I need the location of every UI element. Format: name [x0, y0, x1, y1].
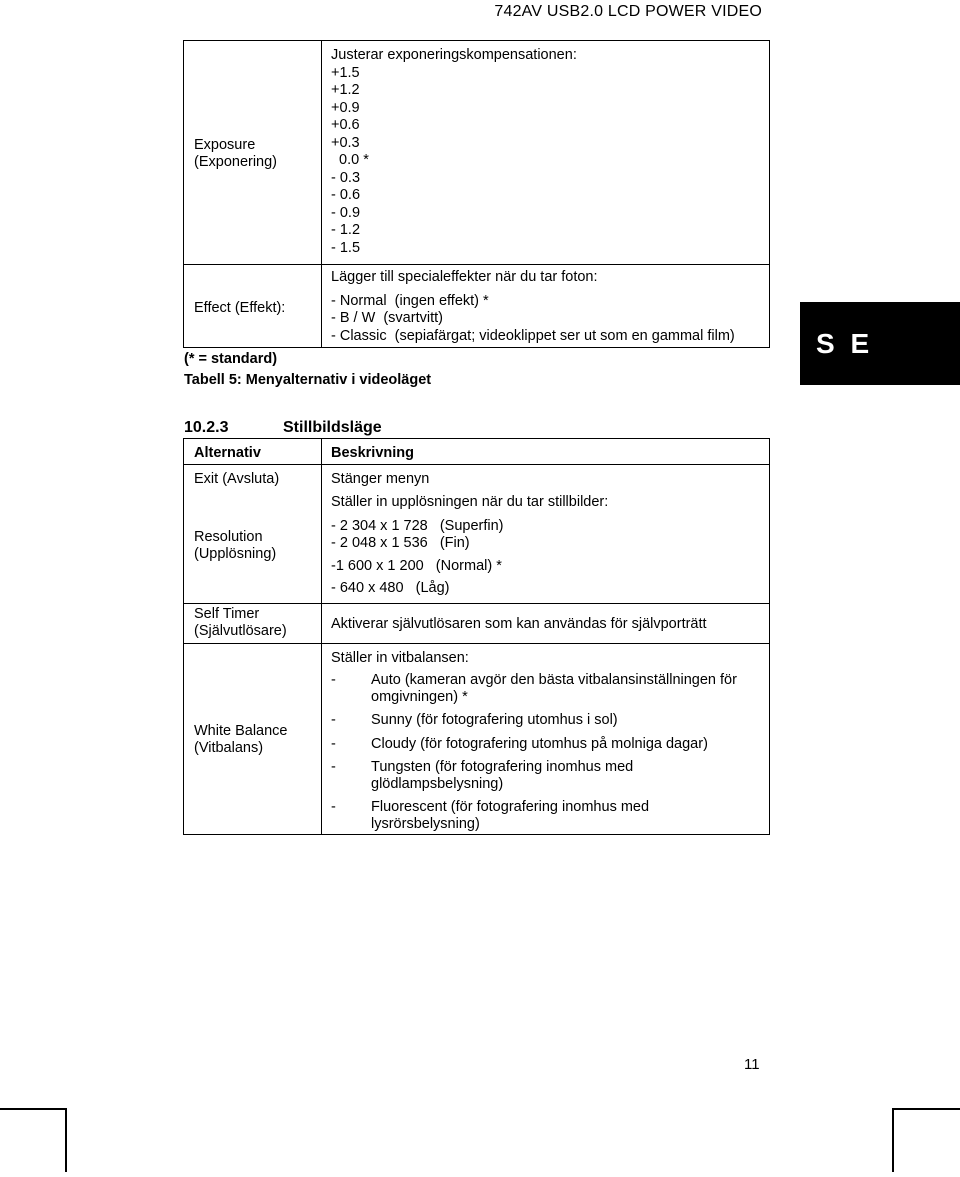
- exposure-line: - 0.3: [331, 169, 361, 186]
- bullet-dash: -: [331, 759, 336, 775]
- exit-description: Stänger menyn: [331, 471, 430, 487]
- section-number: 10.2.3: [184, 419, 229, 436]
- self-timer-label-line: (Självutlösare): [194, 623, 287, 639]
- wb-item-line: glödlampsbelysning): [371, 776, 504, 792]
- self-timer-label: [194, 606, 287, 640]
- resolution-line: - 2 304 x 1 728 (Superfin): [331, 517, 504, 534]
- resolution-label-line: Resolution: [194, 529, 263, 545]
- wb-item-text: [371, 799, 649, 833]
- effect-line: - B / W (svartvitt): [331, 310, 443, 326]
- still-mode-table: [183, 438, 770, 835]
- wb-item-line: Auto (kameran avgör den bästa vitbalansinställningen för: [371, 672, 737, 688]
- exposure-line: +0.6: [331, 117, 360, 133]
- exit-label: Exit (Avsluta): [194, 471, 280, 487]
- white-balance-intro: Ställer in vitbalansen:: [331, 650, 469, 666]
- column-header-beskrivning: Beskrivning: [331, 445, 414, 461]
- resolution-line: - 640 x 480 (Låg): [331, 580, 450, 596]
- wb-item-line: Cloudy (för fotografering utomhus på molniga dagar): [371, 736, 708, 752]
- exposure-line: +0.9: [331, 99, 360, 116]
- bullet-dash: -: [331, 799, 336, 815]
- exposure-line: - 1.5: [331, 239, 361, 256]
- column-divider: [321, 439, 322, 834]
- row-divider: [184, 643, 769, 644]
- language-tab-label: S E: [816, 328, 874, 359]
- effect-label: Effect (Effekt):: [194, 300, 286, 316]
- self-timer-label-line: Self Timer: [194, 606, 260, 622]
- effect-description: [331, 269, 735, 345]
- wb-item-text: [371, 759, 633, 793]
- exposure-line: Justerar exponeringskompensationen:: [331, 47, 577, 63]
- resolution-line: Ställer in upplösningen när du tar stillbilder:: [331, 494, 609, 510]
- white-balance-label-line: White Balance: [194, 723, 288, 739]
- resolution-label-line: (Upplösning): [194, 546, 277, 562]
- resolution-label: [194, 529, 276, 563]
- wb-item-line: omgivningen) *: [371, 689, 468, 705]
- resolution-line: - 2 048 x 1 536 (Fin): [331, 535, 470, 551]
- wb-item-line: Sunny (för fotografering utomhus i sol): [371, 712, 618, 728]
- exposure-line: - 1.2: [331, 222, 361, 238]
- standard-note: (* = standard): [184, 351, 278, 367]
- exposure-label: [194, 137, 277, 171]
- page-number: 11: [744, 1056, 760, 1073]
- effect-line: Lägger till specialeffekter när du tar foton:: [331, 269, 598, 285]
- crop-mark: [892, 1108, 894, 1172]
- exposure-description: [331, 47, 577, 257]
- wb-item-text: [371, 672, 737, 706]
- row-divider: [184, 603, 769, 604]
- exposure-line: +1.2: [331, 82, 360, 98]
- bullet-dash: -: [331, 736, 336, 752]
- language-tab: [800, 302, 960, 385]
- crop-mark: [0, 1108, 66, 1110]
- header-divider: [184, 464, 769, 465]
- wb-item-line: Tungsten (för fotografering inomhus med: [371, 759, 634, 775]
- wb-item-line: lysrörsbelysning): [371, 816, 480, 832]
- self-timer-description: Aktiverar självutlösaren som kan användas för självporträtt: [331, 616, 707, 632]
- exposure-line: +1.5: [331, 64, 360, 81]
- wb-item-line: Fluorescent (för fotografering inomhus med: [371, 799, 650, 815]
- crop-mark: [892, 1108, 960, 1110]
- white-balance-label: [194, 723, 288, 757]
- running-header: 742AV USB2.0 LCD POWER VIDEO: [494, 3, 762, 20]
- resolution-line: -1 600 x 1 200 (Normal) *: [331, 557, 502, 574]
- video-menu-table: [183, 40, 770, 348]
- exposure-line: - 0.6: [331, 187, 361, 203]
- section-title: Stillbildsläge: [283, 419, 382, 436]
- exposure-line: +0.3: [331, 134, 360, 151]
- row-divider: [184, 264, 769, 265]
- bullet-dash: -: [331, 672, 336, 688]
- resolution-description: [331, 494, 608, 598]
- exposure-line: 0.0 *: [331, 152, 369, 168]
- exposure-label-line: Exposure: [194, 137, 256, 153]
- bullet-dash: -: [331, 712, 336, 728]
- white-balance-label-line: (Vitbalans): [194, 740, 264, 756]
- exposure-label-line: (Exponering): [194, 154, 278, 170]
- crop-mark: [65, 1108, 67, 1172]
- effect-line: - Normal (ingen effekt) *: [331, 292, 489, 309]
- exposure-line: - 0.9: [331, 204, 361, 221]
- effect-line: - Classic (sepiafärgat; videoklippet ser ut som en gammal film): [331, 327, 735, 344]
- column-divider: [321, 41, 322, 347]
- column-header-alternativ: Alternativ: [194, 445, 261, 461]
- table-caption: Tabell 5: Menyalternativ i videoläget: [184, 372, 432, 388]
